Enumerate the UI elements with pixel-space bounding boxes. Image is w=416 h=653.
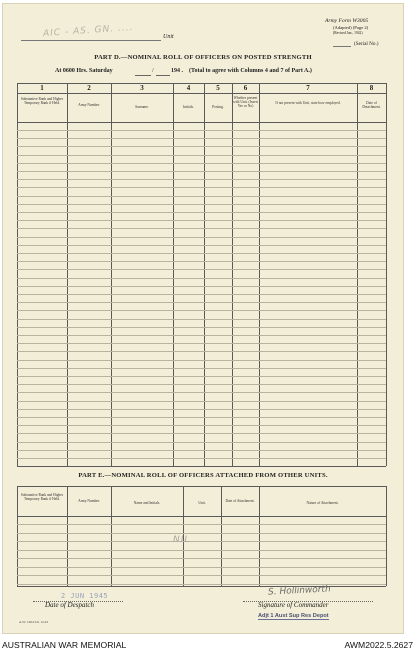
month-blank [156,75,170,76]
part-d-rule-line [17,409,386,410]
part-d-rule-line [17,376,386,377]
part-d-rule-line [17,360,386,361]
part-d-rule-line [17,163,386,164]
part-d-rule-line [17,417,386,418]
part-d-rule-line [17,384,386,385]
part-d-rule-line [17,261,386,262]
part-d-rule-line [17,155,386,156]
col-number-1: 1 [40,84,44,92]
col-header-employed: If not present with Unit, state how employed. [275,101,341,105]
unit-line [21,40,161,41]
e-col-header-army-number: Army Number. [78,499,100,503]
part-d-rule-line [17,228,386,229]
part-d-rule-line [17,171,386,172]
part-d-rule-line [17,245,386,246]
form-name: Army Form W3005 [325,18,369,24]
part-e-rule-line [17,567,386,568]
serial-line [333,46,351,47]
part-d-title: PART D.—NOMINAL ROLL OF OFFICERS ON POSTED STRENGTH [94,54,312,61]
part-d-rule-line [17,146,386,147]
e-col-header-nature: Nature of Attachment. [306,501,339,505]
e-col-header-name: Name and Initials. [133,501,161,505]
signature-label: Signature of Commander [258,601,329,609]
col-header-rank: Substantive Rank and Higher Temporary Rank if Held. [20,97,64,106]
part-e-rule-line [17,575,386,576]
part-d-rule-line [17,269,386,270]
despatch-date-stamp: 2 JUN 1945 [61,592,109,600]
part-d-rule-line [17,294,386,295]
part-d-rule-line [17,343,386,344]
part-d-rule-line [17,278,386,279]
part-d-rule-line [17,351,386,352]
adjutant-stamp: Adjt 1 Aust Sup Res Depot [258,613,329,619]
e-col-header-unit: Unit. [198,501,206,505]
part-d-rule-line [17,450,386,451]
form-revised: (Revised Jan., 1942) [333,31,363,35]
form-adapted: (Adapted) (Page 2) [333,25,369,30]
e-col-header-rank: Substantive Rank and Higher Temporary Rank if Held. [20,493,64,502]
col-header-detachment: Date of Detachment. [362,101,381,110]
part-d-rule-line [17,368,386,369]
handwritten-unit-name: AIC - AS. GN. .... [42,22,134,40]
part-d-rule-line [17,220,386,221]
col-number-6: 6 [243,84,248,92]
part-d-rule-line [17,130,386,131]
col-header-present: Whether present with Unit. (Insert Yes or No) [233,96,258,109]
e-col-header-date: Date of Attachment. [225,499,255,503]
part-d-rule-line [17,425,386,426]
col-number-7: 7 [306,84,310,92]
part-d-subtitle-end: (Total to agree with Columns 4 and 7 of Part A.) [189,68,312,74]
part-e-rule-line [17,541,386,542]
part-d-rule-line [17,237,386,238]
part-d-subtitle-start: At 0600 Hrs. Saturday [55,68,113,74]
part-d-rule-line [17,335,386,336]
col-number-4: 4 [186,84,191,92]
archive-name: AUSTRALIAN WAR MEMORIAL [2,640,127,650]
part-d-rule-line [17,253,386,254]
serial-label: (Serial No.) [354,41,379,47]
part-d-year: 194 . [171,68,183,74]
commander-signature: S. Hollinworth [267,584,331,598]
archive-id: AWM2022.5.2627 [344,640,413,650]
part-e-rule-line [17,550,386,551]
print-code: A.W. 1064 521 12.43 [19,620,49,624]
unit-label: Unit [163,34,174,40]
part-d-rule-line [17,327,386,328]
slash: / [152,68,154,74]
part-d-rule-line [17,401,386,402]
part-d-rule-line [17,179,386,180]
part-d-rule-line [17,310,386,311]
part-e-rule-line [17,558,386,559]
part-d-rule-line [17,187,386,188]
part-d-rule-line [17,138,386,139]
part-d-rule-line [17,204,386,205]
part-e-rule-line [17,524,386,525]
col-header-posting: Posting. [212,105,224,109]
handwritten-nil: NIL [173,535,191,545]
part-e-rule-line [17,533,386,534]
part-d-rule-line [17,433,386,434]
part-d-rule-line [17,196,386,197]
col-header-army-number: Army Number. [78,103,100,107]
col-number-3: 3 [140,84,144,92]
part-d-rule-line [17,442,386,443]
despatch-label: Date of Despatch [45,601,94,609]
archive-footer [0,638,416,653]
part-d-rule-line [17,212,386,213]
part-d-rule-line [17,319,386,320]
col-header-surname: Surname. [135,105,149,109]
part-d-rule-line [17,392,386,393]
part-d-rule-line [17,302,386,303]
col-number-2: 2 [87,84,91,92]
document-page [3,4,403,633]
col-header-initials: Initials. [183,105,194,109]
part-e-title: PART E.—NOMINAL ROLL OF OFFICERS ATTACHED FROM OTHER UNITS. [78,472,328,479]
col-number-8: 8 [369,84,374,92]
part-d-rule-line [17,286,386,287]
part-d-rule-line [17,458,386,459]
col-number-5: 5 [216,84,220,92]
day-blank [135,75,151,76]
